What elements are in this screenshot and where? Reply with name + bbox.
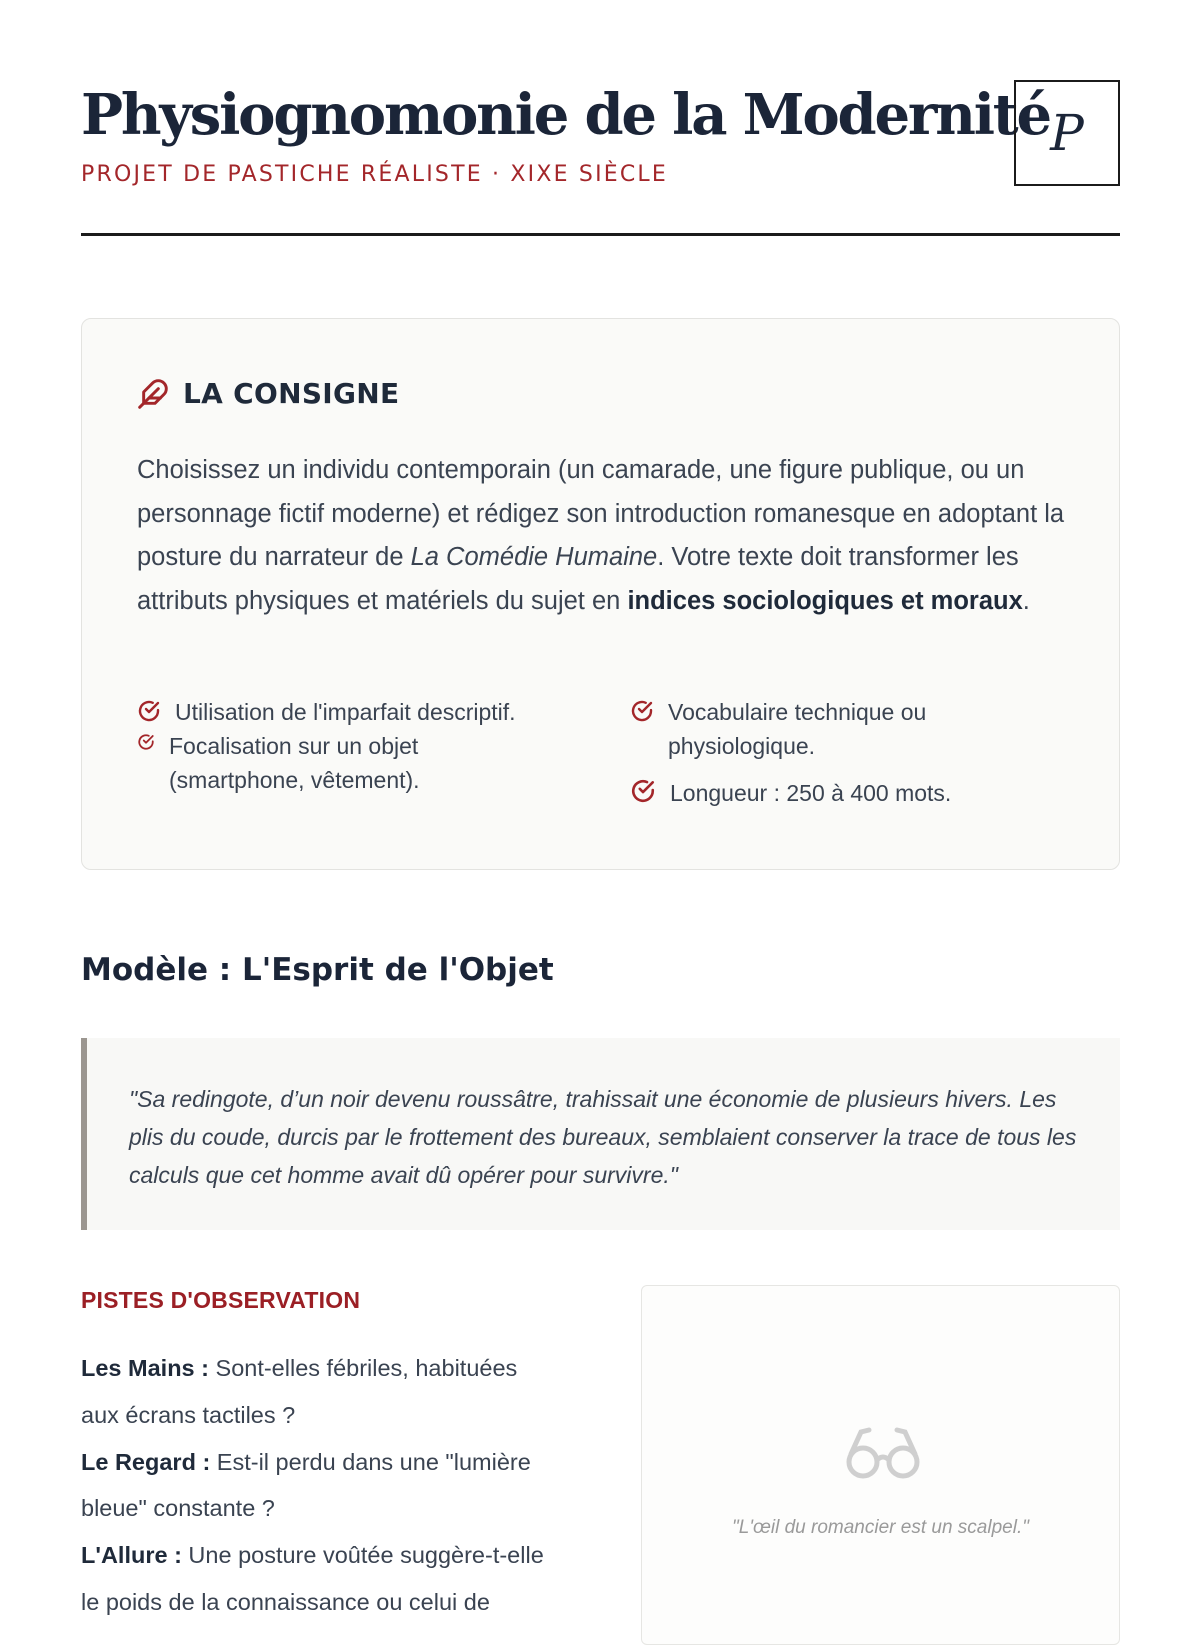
pistes-title: PISTES D'OBSERVATION	[81, 1287, 361, 1313]
criterion-text: Focalisation sur un objet (smartphone, vêtement).	[169, 733, 420, 793]
page-title: Physiognomonie de la Modernité	[81, 82, 1050, 148]
consigne-title: LA CONSIGNE	[183, 377, 400, 410]
consigne-text-part-2: . Votre texte doit transformer les attributs physiques et matériels du sujet en	[137, 543, 1019, 615]
glasses-icon	[845, 1422, 921, 1482]
page	[81, 0, 1120, 1615]
page-subtitle: PROJET DE PASTICHE RÉALISTE · XIXE SIÈCLE	[81, 162, 668, 187]
piste-text: Une posture voûtée suggère-t-elle le poids de la connaissance ou celui de	[81, 1542, 544, 1615]
check-circle-icon	[630, 699, 654, 723]
consigne-text-bold: indices sociologiques et moraux	[627, 586, 1023, 615]
consigne-card	[81, 318, 1120, 870]
consigne-text-italic: La Comédie Humaine	[410, 543, 658, 571]
monogram-logo: P	[1014, 80, 1120, 186]
consigne-text-part-3: .	[1022, 586, 1030, 615]
scalpel-caption: "L'œil du romancier est un scalpel."	[732, 1517, 1029, 1538]
model-quote	[81, 1038, 1120, 1230]
check-circle-icon	[137, 699, 161, 723]
pistes-list	[81, 1345, 561, 1626]
piste-item	[81, 1439, 561, 1533]
piste-item	[81, 1532, 561, 1626]
feather-icon	[137, 378, 169, 410]
check-circle-icon	[137, 733, 155, 751]
criterion-item	[630, 776, 1060, 810]
check-circle-icon	[630, 778, 656, 804]
consigne-text-part-1: Choisissez un individu contemporain (un camarade, une figure publique, ou un personnage fictif moderne) et rédigez son introduction romanesque en adoptant la posture du narrateur de	[137, 456, 1065, 571]
criterion-text: Vocabulaire technique ou physiologique.	[668, 699, 927, 759]
piste-item	[81, 1345, 561, 1439]
scalpel-card	[641, 1285, 1120, 1645]
piste-text: Est-il perdu dans une "lumière bleue" constante ?	[81, 1448, 531, 1522]
piste-label: Le Regard :	[81, 1448, 211, 1475]
piste-label: Les Mains :	[81, 1355, 209, 1381]
model-quote-text: "Sa redingote, d’un noir devenu roussâtre, trahissait une économie de plusieurs hivers. Les plis du coude, durcis par le frottement des bureaux, semblaient conserver la trace de tous les calculs que cet homme avait dû opérer pour survivre."	[129, 1086, 1077, 1188]
consigne-text	[137, 449, 1072, 623]
criterion-text: Utilisation de l'imparfait descriptif.	[175, 699, 516, 725]
criterion-item	[137, 729, 477, 797]
criterion-item	[137, 695, 567, 729]
consigne-header	[137, 377, 399, 410]
criterion-text: Longueur : 250 à 400 mots.	[670, 780, 952, 806]
model-title: Modèle : L'Esprit de l'Objet	[81, 952, 554, 988]
piste-label: L'Allure :	[81, 1542, 182, 1569]
criterion-item	[630, 695, 1010, 763]
page-header	[81, 0, 1120, 236]
piste-text: Sont-elles fébriles, habituées aux écrans tactiles ?	[81, 1355, 518, 1428]
